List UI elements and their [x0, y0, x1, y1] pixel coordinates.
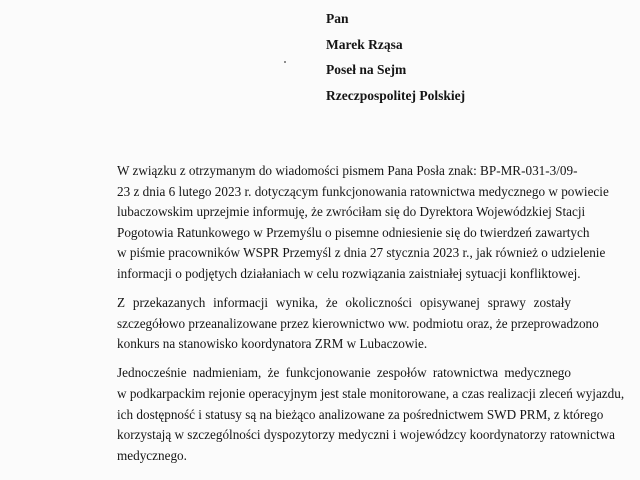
- paragraph-line: szczegółowo przeanalizowane przez kierownictwo ww. podmiotu oraz, że przeprowadzono: [117, 315, 599, 331]
- recipient-salutation: Pan: [326, 11, 349, 26]
- paragraph-line: ich dostępność i statusy są na bieżąco analizowane za pośrednictwem SWD PRM, z którego: [117, 406, 604, 422]
- paragraph-line: Jednocześnie nadmieniam, że funkcjonowanie zespołów ratownictwa medycznego: [117, 365, 571, 381]
- paragraph-line: w piśmie pracowników WSPR Przemyśl z dnia 27 stycznia 2023 r., jak również o udzielenie: [117, 245, 606, 261]
- recipient-country: Rzeczpospolitej Polskiej: [326, 87, 466, 103]
- recipient-block: [326, 6, 465, 108]
- paragraph-line: Pogotowia Ratunkowego w Przemyślu o pisemne odniesienie się do twierdzeń zawartych: [117, 224, 590, 240]
- paragraph-line: medycznego.: [117, 447, 187, 463]
- paragraph-3: [117, 363, 625, 466]
- scan-speck: [284, 61, 286, 63]
- paragraph-line: informacji o podjętych działaniach w celu rozwiązania zaistniałej sytuacji konfliktowej.: [117, 265, 581, 281]
- paragraph-line: lubaczowskim uprzejmie informuję, że zwróciłam się do Dyrektora Wojewódzkiej Stacji: [117, 204, 586, 220]
- paragraph-line: w podkarpackim rejonie operacyjnym jest stale monitorowane, a czas realizacji zleceń wyjazdu,: [117, 385, 625, 401]
- paragraph-line: 23 z dnia 6 lutego 2023 r. dotyczącym funkcjonowania ratownictwa medycznego w powiecie: [117, 183, 609, 199]
- recipient-position: Poseł na Sejm: [326, 62, 407, 77]
- recipient-name: Marek Rząsa: [326, 36, 403, 52]
- letter-body: [117, 161, 625, 475]
- paragraph-2: [117, 293, 599, 355]
- paragraph-1: [117, 161, 609, 285]
- paragraph-line: konkurs na stanowisko koordynatora ZRM w Lubaczowie.: [117, 336, 428, 352]
- paragraph-line: korzystają w szczególności dyspozytorzy medyczni i wojewódzcy koordynatorzy ratownictwa: [117, 427, 616, 443]
- paragraph-line: Z przekazanych informacji wynika, że okoliczności opisywanej sprawy zostały: [117, 295, 571, 311]
- paragraph-line: W związku z otrzymanym do wiadomości pismem Pana Posła znak: BP-MR-031-3/09-: [117, 163, 578, 178]
